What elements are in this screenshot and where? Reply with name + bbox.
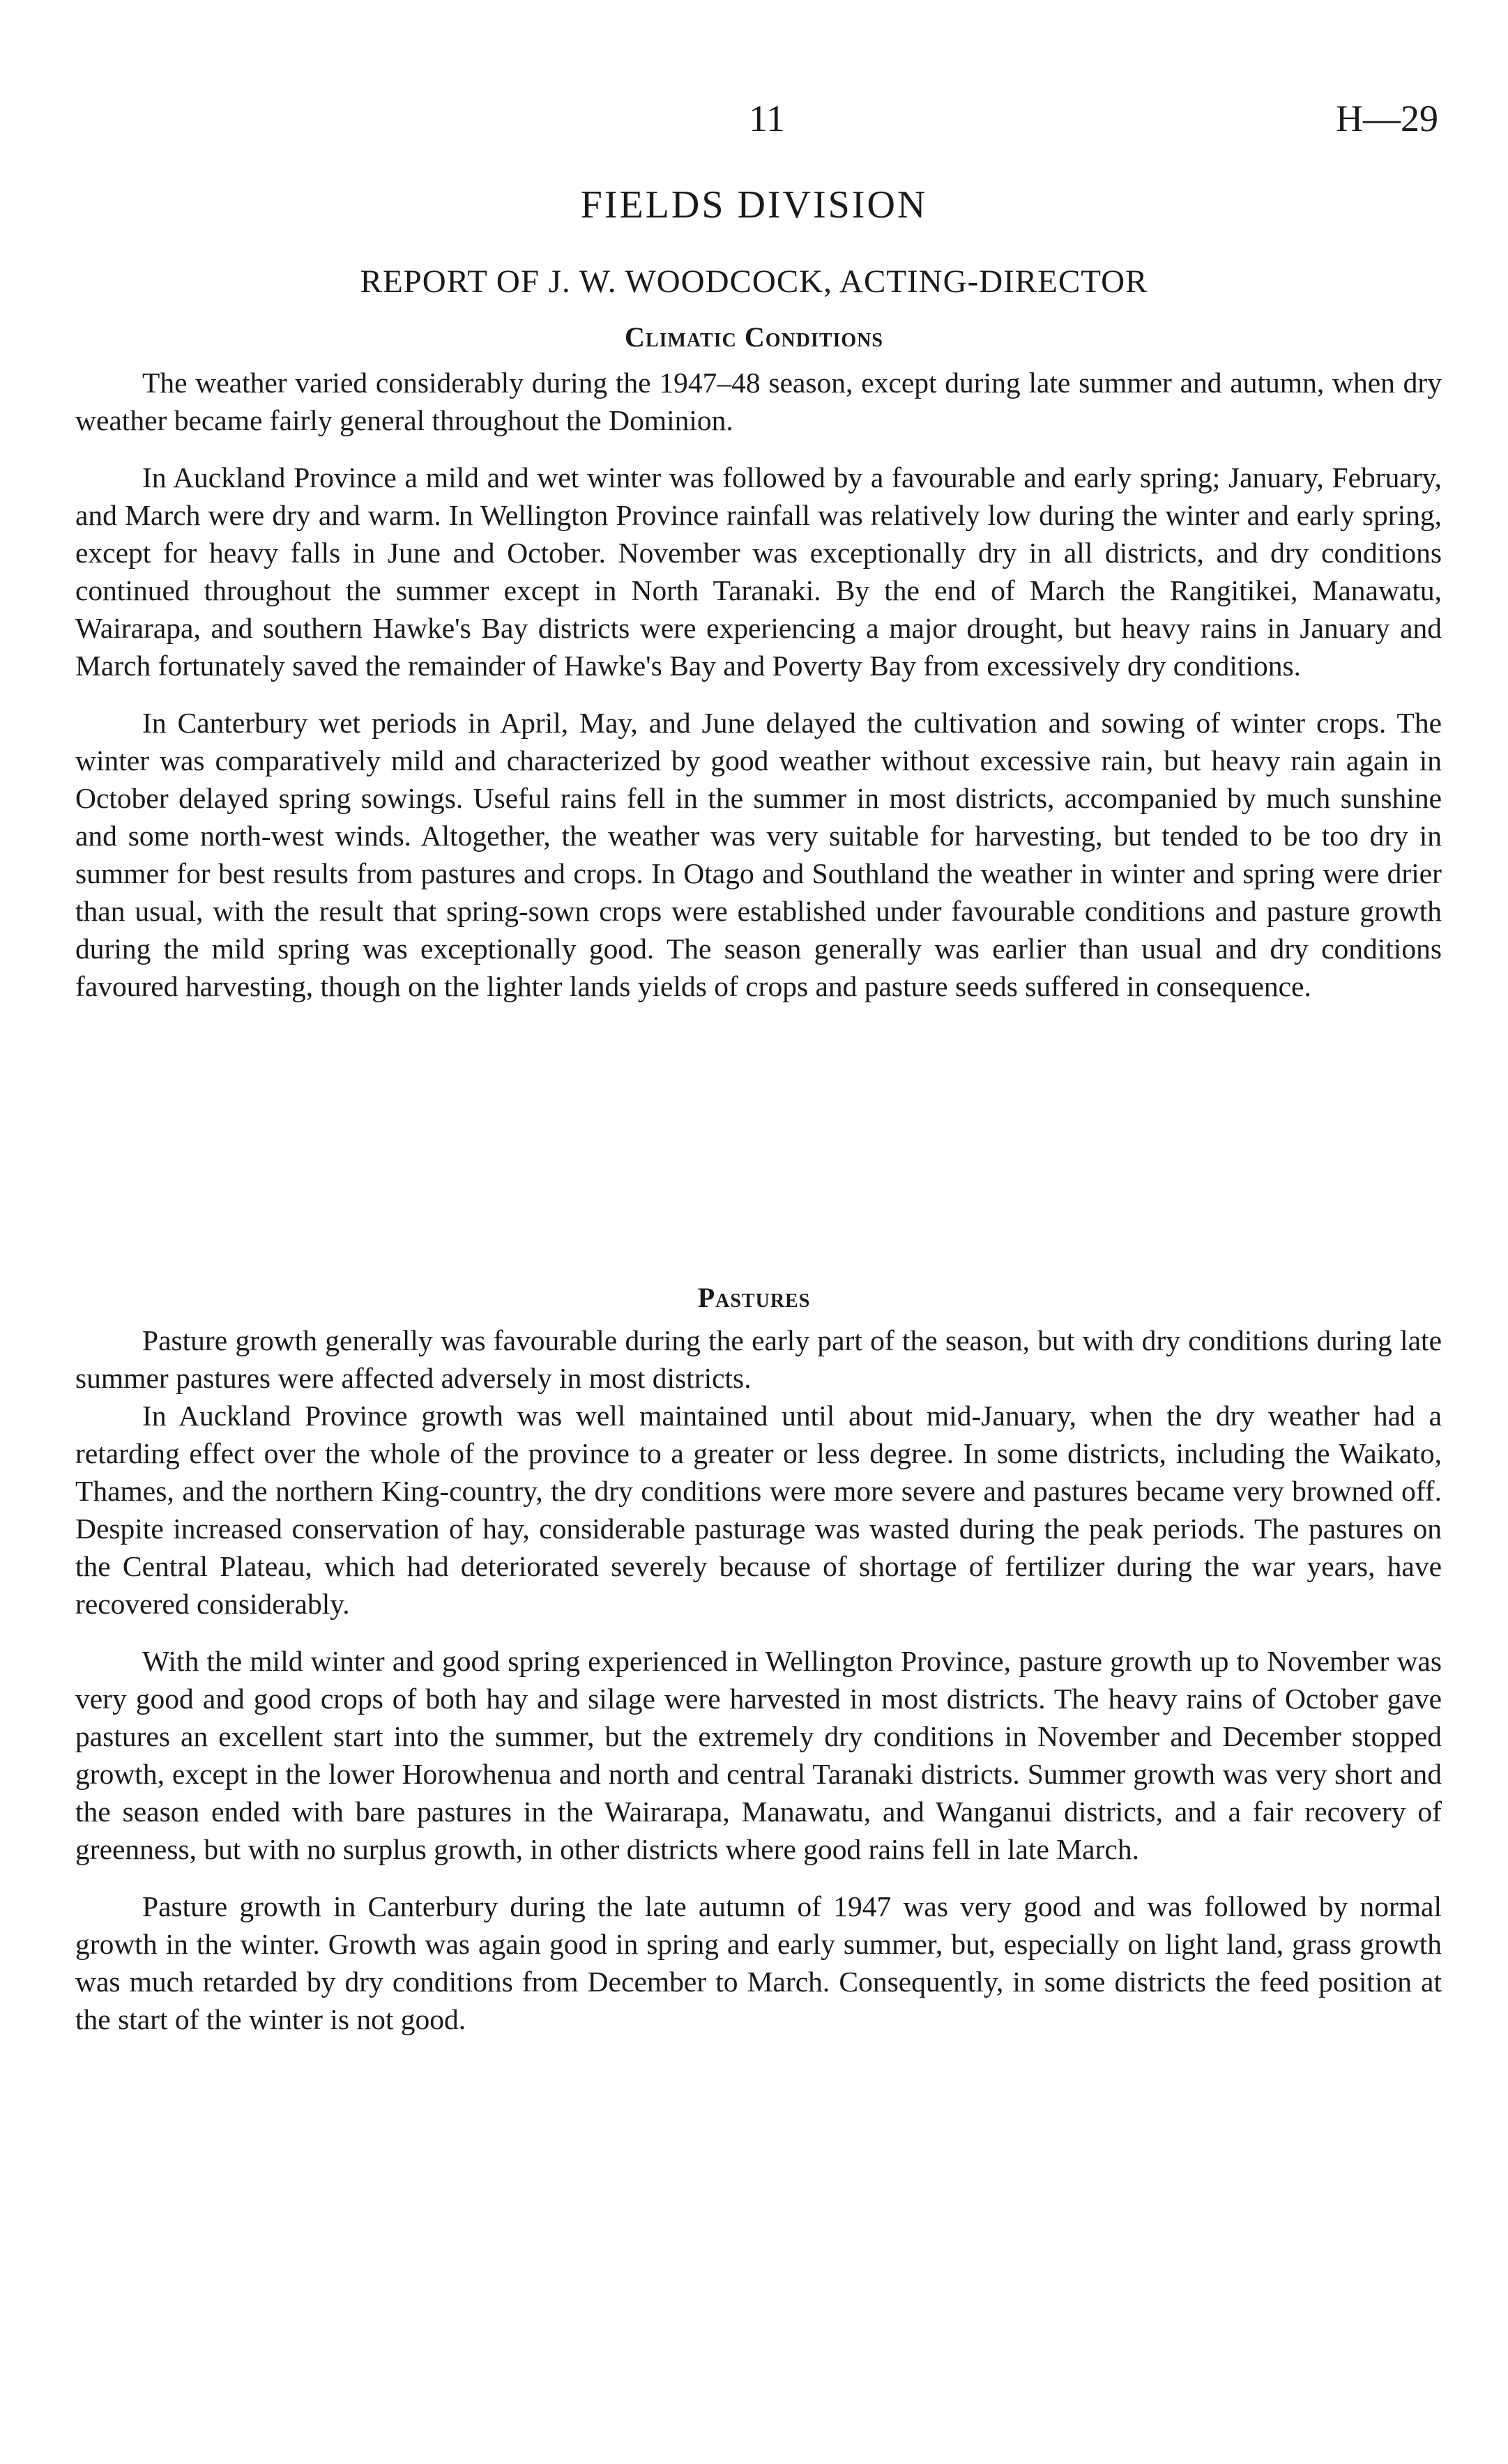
pastures-section [0, 1281, 1508, 1315]
paragraph: Pasture growth in Canterbury during the late autumn of 1947 was very good and was followed by normal growth in the winter. Growth was again good in spring and early summer, but, especially on light land, grass growth was much retarded by dry conditions from December to March. Consequently, in some districts the feed position at the start of the winter is not good. [75, 1890, 1442, 2035]
paragraph: Pasture growth generally was favourable during the early part of the season, but with dry conditions during late summer pastures were affected adversely in most districts. [75, 1324, 1442, 1394]
pastures-heading: Pastures [697, 1282, 811, 1313]
paragraph: In Canterbury wet periods in April, May, and June delayed the cultivation and sowing of winter crops. The winter was comparatively mild and characterized by good weather without excessive rain, but heavy rain again in October delayed spring sowings. Useful rains fell in the summer in most districts, accompanied by much sunshine and some north-west winds. Altogether, the weather was very suitable for harvesting, but tended to be too dry in summer for best results from pastures and crops. In Otago and Southland the weather in winter and spring were drier than usual, with the result that spring-sown crops were established under favourable conditions and pasture growth during the mild spring was exceptionally good. The season generally was earlier than usual and dry conditions favoured harvesting, though on the lighter lands yields of crops and pasture seeds suffered in consequence. [75, 707, 1442, 1002]
paragraph: With the mild winter and good spring experienced in Wellington Province, pasture growth up to November was very good and good crops of both hay and silage were harvested in most districts. The heavy rains of October gave pastures an excellent start into the summer, but the extremely dry conditions in November and December stopped growth, except in the lower Horowhenua and north and central Taranaki districts. Summer growth was very short and the season ended with bare pastures in the Wairarapa, Manawatu, and Wanganui districts, and a fair recovery of greenness, but with no surplus growth, in other districts where good rains fell in late March. [75, 1645, 1442, 1865]
division-title: FIELDS DIVISION [580, 183, 928, 227]
report-title: REPORT OF J. W. WOODCOCK, ACTING-DIRECTOR [360, 263, 1148, 300]
paragraph: In Auckland Province growth was well maintained until about mid-January, when the dry weather had a retarding effect over the whole of the province to a greater or less degree. In some districts, including the Waikato, Thames, and the northern King-country, the dry conditions were more severe and pastures became very browned off. Despite increased conservation of hay, considerable pasturage was wasted during the peak periods. The pastures on the Central Plateau, which had deteriorated severely because of shortage of fertilizer during the war years, have recovered considerably. [75, 1400, 1442, 1620]
page-number: 11 [749, 98, 785, 139]
pastures-body [75, 1322, 1442, 2058]
paragraph: The weather varied considerably during the 1947–48 season, except during late summer and autumn, when dry weather became fairly general throughout the Dominion. [75, 367, 1442, 436]
document-reference: H—29 [1336, 98, 1438, 139]
paragraph: In Auckland Province a mild and wet winter was followed by a favourable and early spring; January, February, and March were dry and warm. In Wellington Province rainfall was relatively low during the winter and early spring, except for heavy falls in June and October. November was exceptionally dry in all districts, and dry conditions continued throughout the summer except in North Taranaki. By the end of March the Rangitikei, Manawatu, Wairarapa, and southern Hawke's Bay districts were experiencing a major drought, but heavy rains in January and March fortunately saved the remainder of Hawke's Bay and Poverty Bay from excessively dry conditions. [75, 461, 1442, 682]
climatic-conditions-body [75, 364, 1442, 1025]
climatic-conditions-section [0, 321, 1508, 354]
climatic-conditions-heading: Climatic Conditions [625, 321, 883, 353]
